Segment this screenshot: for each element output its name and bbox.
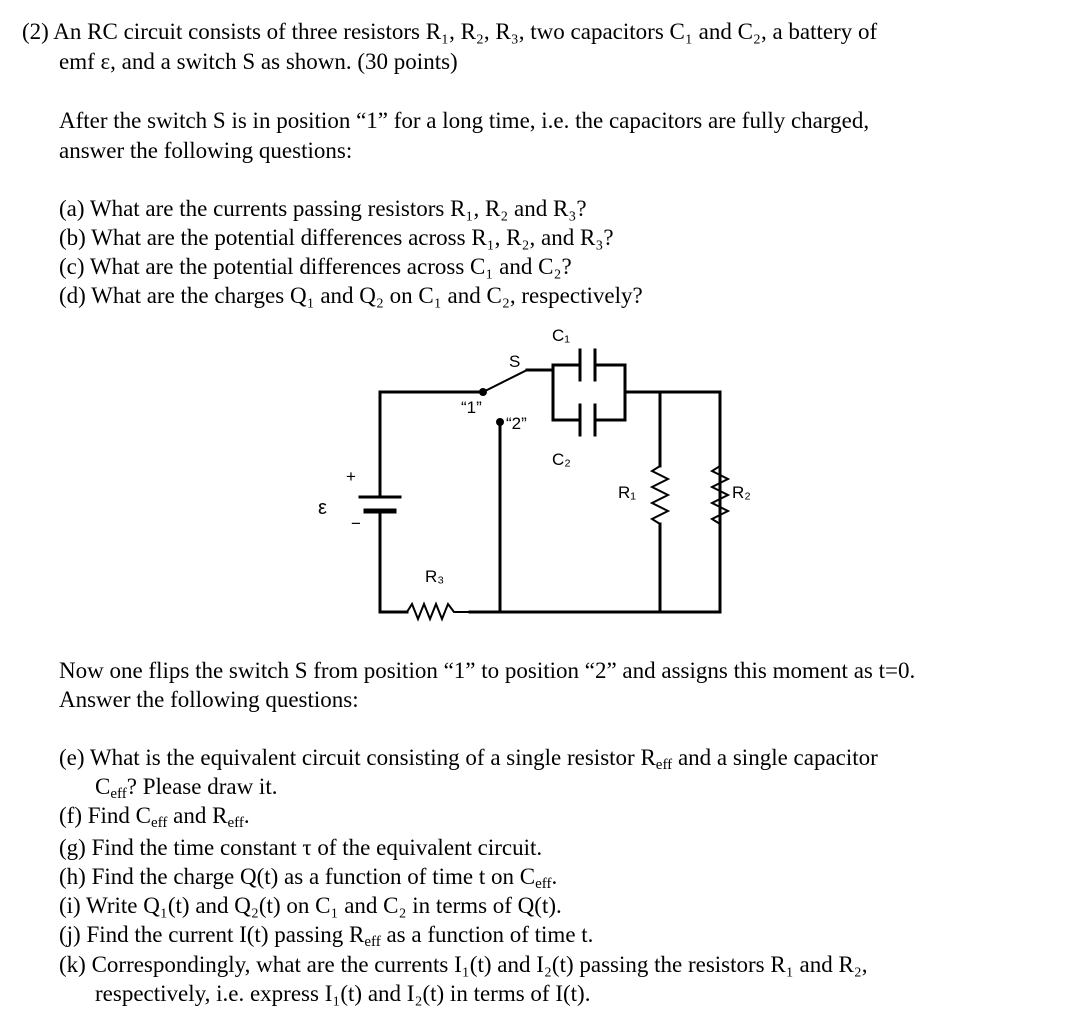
question-a: (a) What are the currents passing resistors R₁, R₂ and R₃?: [59, 196, 587, 221]
label-position-2: “2”: [506, 414, 527, 433]
label-c2: C₂: [552, 450, 571, 469]
label-minus: −: [351, 514, 361, 533]
question-c: (c) What are the potential differences across C₁ and C₂?: [59, 254, 572, 279]
flip-line1: Now one flips the switch S from position “1” to position “2” and assigns this moment as t=0.: [59, 658, 916, 683]
label-emf: ε: [318, 497, 327, 519]
problem-header-line1: (2) An RC circuit consists of three resistors R₁, R₂, R₃, two capacitors C₁ and C₂, a battery of: [22, 19, 878, 44]
label-c1: C₁: [552, 326, 571, 345]
switch-pivot: [479, 388, 487, 396]
label-r1: R₁: [618, 483, 637, 502]
question-k-line1: (k) Correspondingly, what are the currents I₁(t) and I₂(t) passing the resistors R₁ and R₂,: [59, 952, 868, 977]
question-k-line2: respectively, i.e. express I₁(t) and I₂(t) in terms of I(t).: [95, 981, 591, 1006]
problem-header-line2: emf ε, and a switch S as shown. (30 points): [59, 49, 458, 74]
label-r3: R₃: [425, 567, 445, 586]
switch-blade: [483, 370, 527, 392]
flip-line2: Answer the following questions:: [59, 687, 359, 712]
question-f: (f) Find $C_{eff}$ and $R_{eff}$.: [59, 803, 250, 831]
intro-line1: After the switch S is in position “1” for a long time, i.e. the capacitors are fully charged,: [59, 108, 870, 133]
wire-top-right: [625, 392, 720, 612]
label-switch: S: [509, 352, 521, 371]
question-j: (j) Find the current I(t) passing $R_{eff}$ as a function of time t.: [59, 922, 594, 950]
question-b: (b) What are the potential differences across R₁, R₂, and R₃?: [59, 225, 614, 250]
label-position-1: “1”: [461, 398, 482, 417]
question-g: (g) Find the time constant τ of the equivalent circuit.: [59, 835, 543, 860]
wire-battery-to-r3: [380, 511, 407, 612]
question-h: (h) Find the charge Q(t) as a function of time t on $C_{eff}$.: [59, 864, 558, 892]
question-d: (d) What are the charges Q₁ and Q₂ on C₁ and C₂, respectively?: [59, 283, 643, 308]
resistor-r3: [407, 604, 470, 619]
label-r2: R₂: [732, 483, 751, 502]
resistor-r1: [652, 466, 668, 524]
switch-contact-2: [496, 418, 504, 426]
question-e-line1: (e) What is the equivalent circuit consisting of a single resistor $R_{eff}$ and a single capacitor: [59, 745, 878, 773]
intro-line2: answer the following questions:: [59, 138, 353, 163]
label-plus: +: [346, 467, 356, 486]
question-i: (i) Write Q₁(t) and Q₂(t) on C₁ and C₂ in terms of Q(t).: [59, 893, 562, 918]
question-e-line2: $C_{eff}$? Please draw it.: [95, 774, 278, 802]
